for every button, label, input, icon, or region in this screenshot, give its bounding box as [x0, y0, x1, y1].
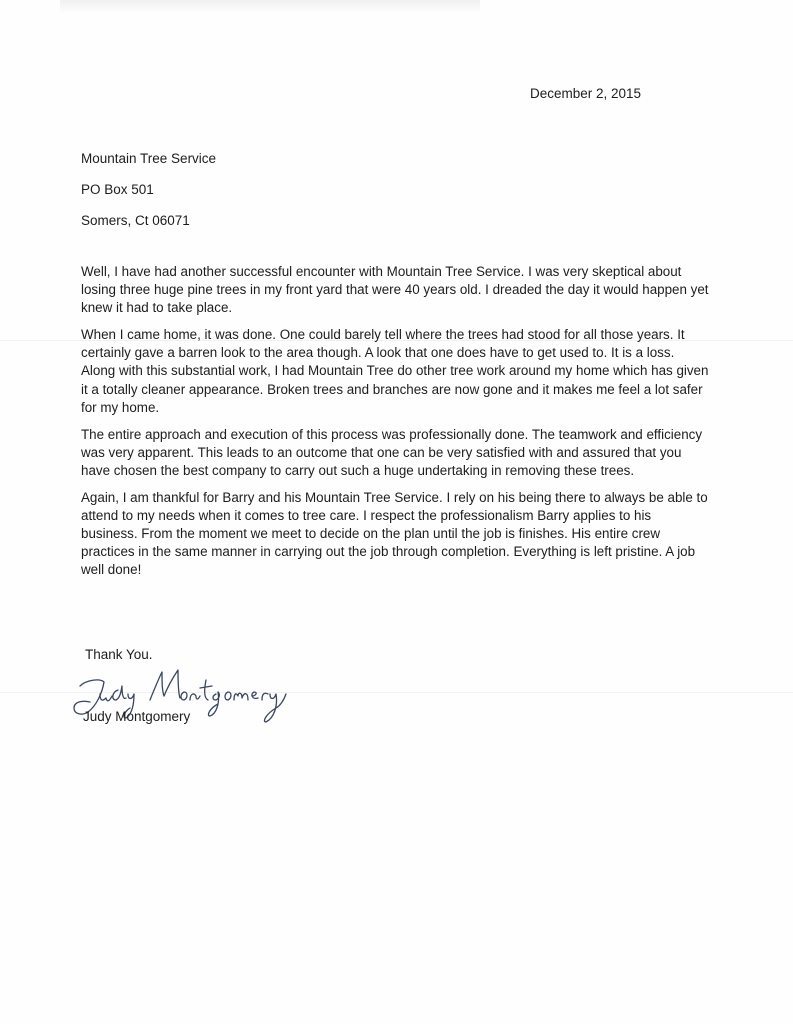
signer-name: Judy Montgomery: [83, 709, 191, 724]
recipient-line-3: Somers, Ct 06071: [81, 213, 190, 228]
body-paragraph: Again, I am thankful for Barry and his Mountain Tree Service. I rely on his being there to always be able to attend to my needs when it comes to tree care. I respect the professionalism Barry applies to his business. From the moment we meet to decide on the plan until the job is finishes. His entire crew practices in the same manner in carrying out the job through completion. Everything is left pristine. A job well done!: [81, 490, 708, 578]
body-paragraph: When I came home, it was done. One could barely tell where the trees had stood for all those years. It certainly gave a barren look to the area though. A look that one does have to get used to. It is a loss. Along with this substantial work, I had Mountain Tree do other tree work around my home which has given it a totally cleaner appearance. Broken trees and branches are now gone and it makes me feel a lot safer for my home.: [81, 327, 709, 415]
body-paragraph: The entire approach and execution of this process was professionally done. The teamwork and efficiency was very apparent. This leads to an outcome that one can be very satisfied with and assured that you have chosen the best company to carry out such a huge undertaking in removing these trees.: [81, 426, 703, 478]
closing-line: Thank You.: [85, 647, 153, 662]
letter-body: [81, 263, 711, 589]
recipient-address: [81, 150, 216, 243]
scan-bleed-artifact: [60, 0, 480, 14]
body-paragraph: Well, I have had another successful encounter with Mountain Tree Service. I was very skeptical about losing three huge pine trees in my front yard that were 40 years old. I dreaded the day it would happen yet knew it had to take place.: [81, 264, 709, 316]
recipient-line-1: Mountain Tree Service: [81, 151, 217, 166]
letter-date: December 2, 2015: [530, 86, 642, 101]
recipient-line-2: PO Box 501: [81, 182, 154, 197]
handwritten-signature: [66, 660, 296, 740]
